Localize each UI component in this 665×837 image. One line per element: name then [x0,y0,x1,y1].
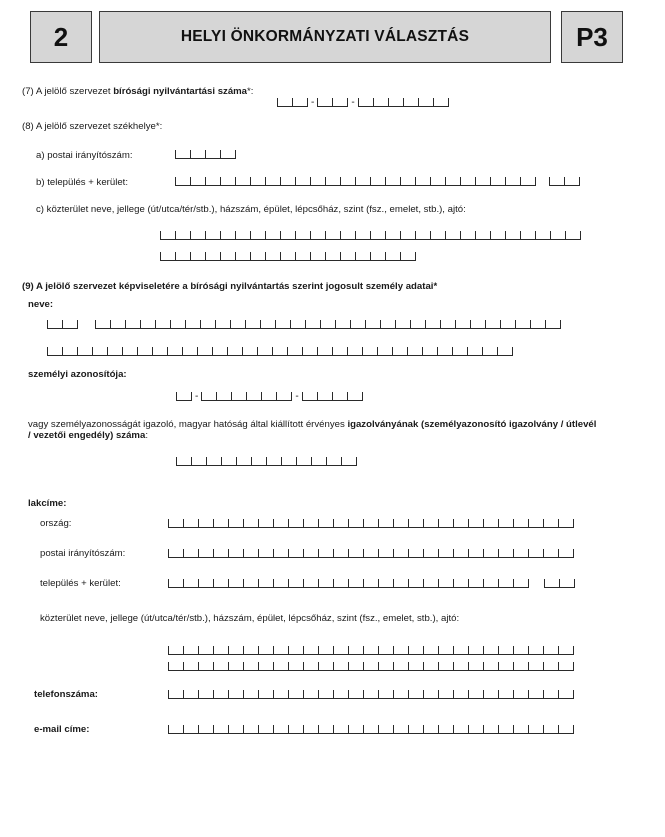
id-document-label-line-1: vagy személyazonosságát igazoló, magyar hatóság által kiállított érvényes igazolványának (személyazonosító igazolvány / útlevél [28,419,597,430]
seat-city-label: b) település + kerület: [36,177,128,188]
form-title: HELYI ÖNKORMÁNYZATI VÁLASZTÁS [99,11,551,63]
address-city-label: település + kerület: [40,578,121,589]
phone-input[interactable] [168,690,574,699]
address-country-input[interactable] [168,519,574,528]
form-section-number: 2 [30,11,92,63]
registration-number-part-2[interactable] [317,98,348,107]
seat-street-label: c) közterület neve, jellege (út/utca/tér/stb.), házszám, épület, lépcsőház, szint (fsz., emelet, stb.), ajtó: [36,204,466,215]
representative-section-title: (9) A jelölő szervezet képviseletére a bírósági nyilvántartás szerint jogosult személy adatai* [22,281,438,292]
address-street-field-line-1[interactable] [168,643,574,655]
address-city-field[interactable] [168,576,529,588]
address-postal-code-input[interactable] [168,549,574,558]
email-field[interactable] [168,722,574,734]
representative-name-input-2[interactable] [47,347,513,356]
seat-street-input-2[interactable] [160,252,416,261]
seat-district-input[interactable] [549,177,580,186]
seat-city-input[interactable] [175,177,536,186]
phone-label: telefonszáma: [34,689,98,700]
address-city-input[interactable] [168,579,529,588]
personal-id-part-3[interactable] [302,392,363,401]
seat-street-field-line-2[interactable] [160,249,416,261]
address-country-label: ország: [40,518,72,529]
dash-separator: - [351,97,355,108]
address-district-input[interactable] [544,579,575,588]
registration-number-part-1[interactable] [277,98,308,107]
id-document-label-line-2: / vezetői engedély) száma: [28,430,148,441]
representative-title-input[interactable] [47,320,78,329]
address-street-input-2[interactable] [168,662,574,671]
personal-id-part-1[interactable] [176,392,192,401]
representative-name-field-line-2[interactable] [47,344,513,356]
seat-city-field[interactable] [175,174,536,186]
address-street-label: közterület neve, jellege (út/utca/tér/stb.), házszám, épület, lépcsőház, szint (fsz., emelet, stb.), ajtó: [40,613,460,624]
dash-separator: - [295,391,299,402]
address-street-input-1[interactable] [168,646,574,655]
seat-district-field[interactable] [549,174,580,186]
representative-name-field-line-1[interactable] [95,317,561,329]
email-label: e-mail címe: [34,724,90,735]
id-document-number-field[interactable] [176,454,357,466]
personal-id-field[interactable] [176,389,363,401]
address-section-title: lakcíme: [28,498,67,509]
address-country-field[interactable] [168,516,574,528]
seat-postal-code-field[interactable] [175,147,236,159]
address-postal-code-label: postai irányítószám: [40,548,126,559]
id-document-number-input[interactable] [176,457,357,466]
form-code: P3 [561,11,623,63]
court-registration-number-field[interactable] [277,95,449,107]
email-input[interactable] [168,725,574,734]
representative-title-field[interactable] [47,317,78,329]
address-district-field[interactable] [544,576,575,588]
seat-section-title: (8) A jelölő szervezet székhelye*: [22,121,163,132]
seat-street-field-line-1[interactable] [160,228,581,240]
personal-id-label: személyi azonosítója: [28,369,127,380]
address-street-field-line-2[interactable] [168,659,574,671]
representative-name-input-1[interactable] [95,320,561,329]
seat-postal-code-input[interactable] [175,150,236,159]
representative-name-label: neve: [28,299,54,310]
address-postal-code-field[interactable] [168,546,574,558]
court-registration-number-label: (7) A jelölő szervezet bírósági nyilvántartási száma*: [22,86,254,97]
dash-separator: - [311,97,315,108]
phone-field[interactable] [168,687,574,699]
dash-separator: - [195,391,199,402]
seat-postal-code-label: a) postai irányítószám: [36,150,133,161]
personal-id-part-2[interactable] [201,392,292,401]
seat-street-input-1[interactable] [160,231,581,240]
registration-number-part-3[interactable] [358,98,449,107]
